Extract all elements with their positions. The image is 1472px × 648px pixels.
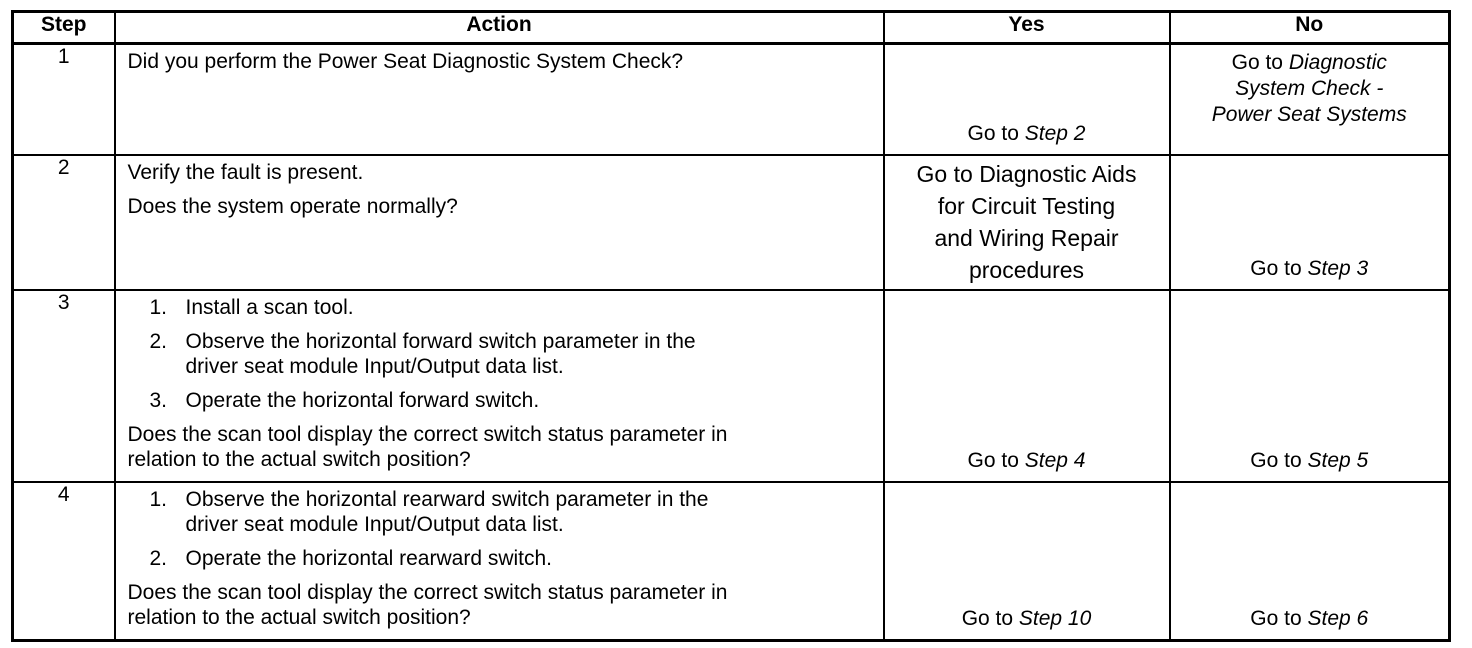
action-text: Did you perform the Power Seat Diagnostic System Check? bbox=[127, 50, 684, 73]
step-number: 4 bbox=[13, 482, 115, 641]
list-text: Operate the horizontal forward switch. bbox=[185, 389, 540, 412]
no-prefix: Go to bbox=[1250, 449, 1308, 472]
action-question bbox=[128, 422, 873, 472]
no-link-system-check[interactable]: System Check - bbox=[1235, 77, 1384, 100]
yes-line: and Wiring Repair bbox=[934, 225, 1119, 251]
action-list bbox=[128, 487, 873, 571]
list-text: Observe the horizontal forward switch parameter in the bbox=[185, 330, 696, 353]
table-row bbox=[13, 44, 1450, 156]
question-line: Does the scan tool display the correct switch status parameter in bbox=[127, 423, 728, 446]
question-line: Does the scan tool display the correct switch status parameter in bbox=[127, 581, 728, 604]
list-item bbox=[128, 546, 873, 571]
header-yes: Yes bbox=[884, 12, 1170, 44]
no-cell bbox=[1170, 155, 1450, 290]
no-step-link[interactable]: Step 6 bbox=[1307, 607, 1369, 630]
no-cell bbox=[1170, 290, 1450, 482]
list-text: Observe the horizontal rearward switch parameter in the bbox=[185, 488, 709, 511]
action-list bbox=[128, 295, 873, 413]
action-cell bbox=[115, 290, 884, 482]
list-text: Operate the horizontal rearward switch. bbox=[185, 547, 553, 570]
list-item bbox=[128, 329, 873, 379]
yes-line: Go to Diagnostic Aids bbox=[916, 161, 1137, 187]
list-text: driver seat module Input/Output data list. bbox=[185, 355, 564, 378]
step-number: 3 bbox=[13, 290, 115, 482]
no-step-link[interactable]: Step 5 bbox=[1307, 449, 1369, 472]
yes-line: for Circuit Testing bbox=[937, 193, 1116, 219]
yes-prefix: Go to bbox=[961, 607, 1019, 630]
yes-step-link[interactable]: Step 4 bbox=[1024, 449, 1086, 472]
diagnostic-table bbox=[11, 10, 1451, 642]
action-question: Does the system operate normally? bbox=[127, 195, 458, 218]
list-number: 1. bbox=[149, 296, 168, 319]
yes-cell bbox=[884, 44, 1170, 156]
action-question bbox=[128, 580, 873, 630]
yes-prefix: Go to bbox=[967, 449, 1025, 472]
no-step-link[interactable]: Step 3 bbox=[1307, 257, 1369, 280]
no-prefix: Go to bbox=[1250, 607, 1308, 630]
list-item bbox=[128, 388, 873, 413]
question-line: relation to the actual switch position? bbox=[127, 448, 471, 471]
action-cell bbox=[115, 155, 884, 290]
yes-prefix: Go to bbox=[967, 122, 1025, 145]
action-cell bbox=[115, 44, 884, 156]
table-row bbox=[13, 482, 1450, 641]
yes-cell bbox=[884, 482, 1170, 641]
no-prefix: Go to bbox=[1231, 51, 1289, 74]
table-row bbox=[13, 155, 1450, 290]
list-number: 2. bbox=[149, 547, 168, 570]
no-link-diagnostic[interactable]: Diagnostic bbox=[1288, 51, 1387, 74]
step-number: 1 bbox=[13, 44, 115, 156]
yes-step-link[interactable]: Step 10 bbox=[1018, 607, 1092, 630]
yes-cell bbox=[884, 155, 1170, 290]
list-text: Install a scan tool. bbox=[185, 296, 354, 319]
header-row bbox=[13, 12, 1450, 44]
no-cell bbox=[1170, 482, 1450, 641]
yes-cell bbox=[884, 290, 1170, 482]
header-action: Action bbox=[115, 12, 884, 44]
no-cell bbox=[1170, 44, 1450, 156]
header-no: No bbox=[1170, 12, 1450, 44]
action-cell bbox=[115, 482, 884, 641]
action-text: Verify the fault is present. bbox=[127, 161, 364, 184]
list-text: driver seat module Input/Output data list. bbox=[185, 513, 564, 536]
yes-step-link[interactable]: Step 2 bbox=[1024, 122, 1086, 145]
list-item bbox=[128, 295, 873, 320]
list-number: 3. bbox=[149, 389, 168, 412]
step-number: 2 bbox=[13, 155, 115, 290]
no-link-power-seat[interactable]: Power Seat Systems bbox=[1211, 103, 1407, 126]
list-number: 1. bbox=[149, 488, 168, 511]
list-item bbox=[128, 487, 873, 537]
header-step: Step bbox=[13, 12, 115, 44]
no-prefix: Go to bbox=[1250, 257, 1308, 280]
yes-line: procedures bbox=[968, 257, 1085, 283]
list-number: 2. bbox=[149, 330, 168, 353]
table-row bbox=[13, 290, 1450, 482]
question-line: relation to the actual switch position? bbox=[127, 606, 471, 629]
